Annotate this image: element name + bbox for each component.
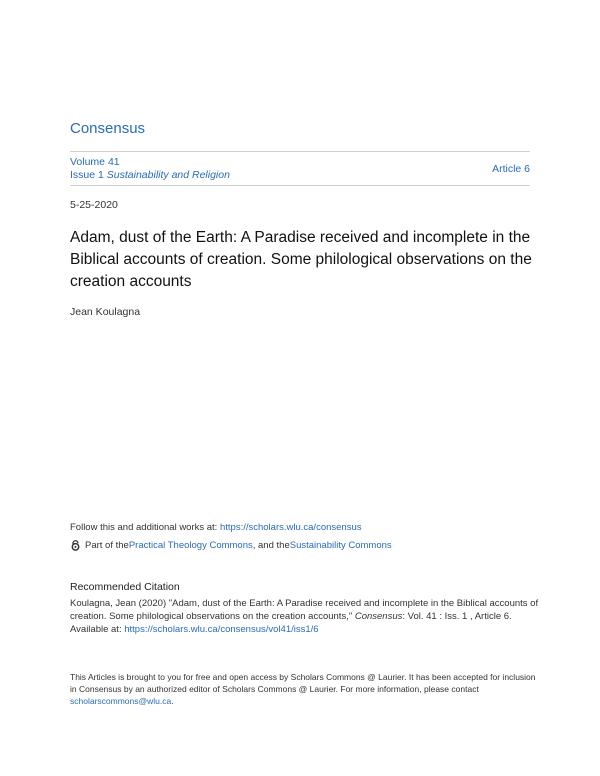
follow-text: Follow this and additional works at:	[70, 522, 220, 533]
citation-text	[70, 597, 540, 636]
citation-main: Koulagna, Jean (2020) "Adam, dust of the Earth: A Paradise received and incomplete in the Biblical accounts of creation. Some philological observations on the creation accounts,"	[70, 598, 539, 622]
available-prefix: Available at:	[70, 624, 125, 635]
article-number[interactable]: Article 6	[492, 163, 530, 175]
journal-name[interactable]: Consensus	[70, 120, 146, 137]
issue-line	[70, 169, 230, 182]
citation-volume: : Vol. 41 : Iss. 1 , Article 6.	[402, 611, 512, 622]
part-of-middle: , and the	[252, 540, 290, 551]
follow-link[interactable]: https://scholars.wlu.ca/consensus	[219, 522, 362, 533]
divider-top	[70, 151, 530, 152]
divider-bottom	[70, 185, 530, 186]
contact-email-link[interactable]: scholarscommons@wlu.ca	[70, 696, 172, 706]
volume-label: Volume 41	[70, 156, 120, 168]
access-statement	[70, 671, 540, 707]
article-title: Adam, dust of the Earth: A Paradise received and incomplete in the Biblical accounts of creation. Some philological observations on the creation accounts	[70, 229, 532, 290]
publication-date: 5-25-2020	[70, 199, 118, 211]
available-link[interactable]: https://scholars.wlu.ca/consensus/vol41/iss1/6	[124, 624, 319, 635]
volume-issue[interactable]	[70, 156, 230, 182]
part-of-prefix: Part of the	[85, 540, 129, 551]
author-name: Jean Koulagna	[70, 306, 141, 318]
sustainability-link[interactable]: Sustainability Commons	[289, 540, 392, 551]
part-of-line	[70, 540, 392, 551]
access-text: This Articles is brought to you for free and open access by Scholars Commons @ Laurier. It has been accepted for inclusion in Consensus by an authorized editor of Scholars Commons @ Laurier. For more information, please contact	[70, 672, 536, 694]
open-access-icon	[70, 540, 81, 551]
issue-title: Sustainability and Religion	[106, 169, 230, 181]
access-end: .	[171, 696, 174, 706]
issue-prefix: Issue 1	[70, 169, 104, 181]
follow-line	[70, 522, 361, 533]
recommended-citation-heading: Recommended Citation	[70, 581, 180, 593]
citation-journal: Consensus	[354, 611, 403, 622]
practical-theology-link[interactable]: Practical Theology Commons	[128, 540, 253, 551]
